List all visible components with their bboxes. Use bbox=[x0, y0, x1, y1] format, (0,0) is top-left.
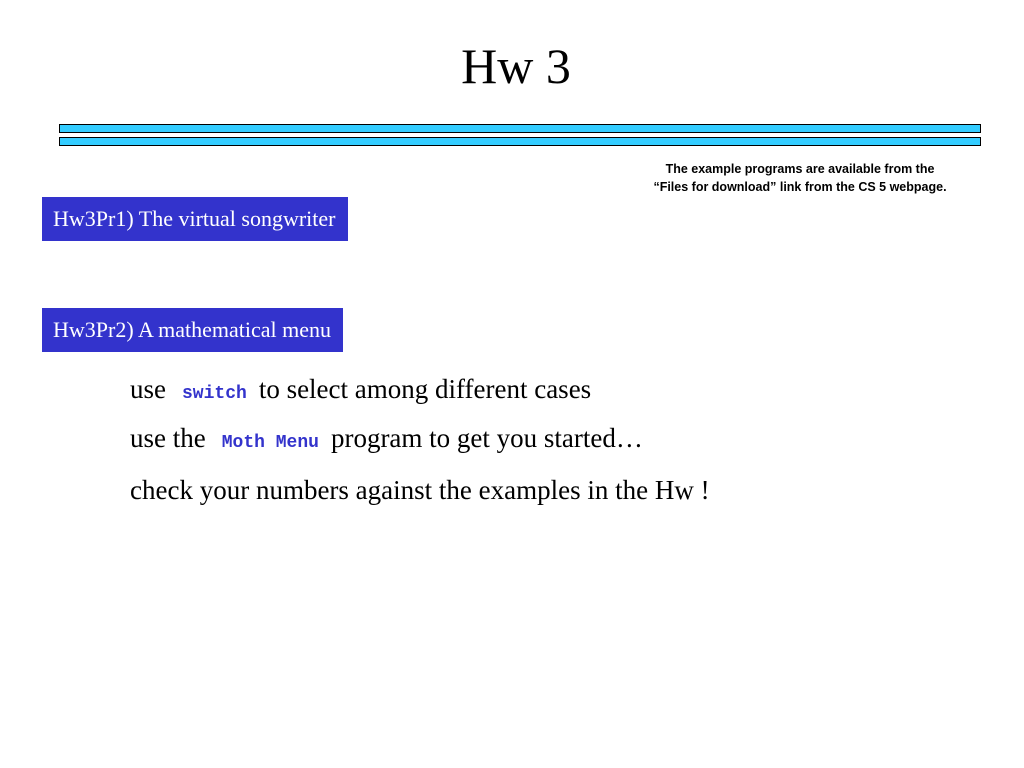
bullet-check-numbers: check your numbers against the examples in the Hw ! bbox=[130, 475, 710, 505]
download-note-line-2: “Files for download” link from the CS 5 webpage. bbox=[653, 180, 947, 194]
bullet-switch-text-before: use bbox=[130, 374, 166, 404]
title-divider-top bbox=[59, 124, 981, 133]
slide-title: Hw 3 bbox=[461, 38, 571, 94]
bullet-switch bbox=[130, 372, 591, 411]
bullet-moth-menu-text-before: use the bbox=[130, 423, 206, 453]
title-divider-bottom bbox=[59, 137, 981, 146]
problem-2-box: Hw3Pr2) A mathematical menu bbox=[42, 308, 343, 352]
bullet-moth-menu bbox=[130, 421, 643, 460]
download-note bbox=[600, 160, 1000, 196]
bullet-moth-menu-text-after: program to get you started… bbox=[330, 423, 643, 453]
switch-code: switch bbox=[182, 384, 247, 404]
problem-1-box: Hw3Pr1) The virtual songwriter bbox=[42, 197, 348, 241]
download-note-line-1: The example programs are available from the bbox=[665, 162, 935, 176]
moth-menu-code: Moth Menu bbox=[221, 433, 319, 453]
bullet-switch-text-after: to select among different cases bbox=[258, 374, 592, 404]
